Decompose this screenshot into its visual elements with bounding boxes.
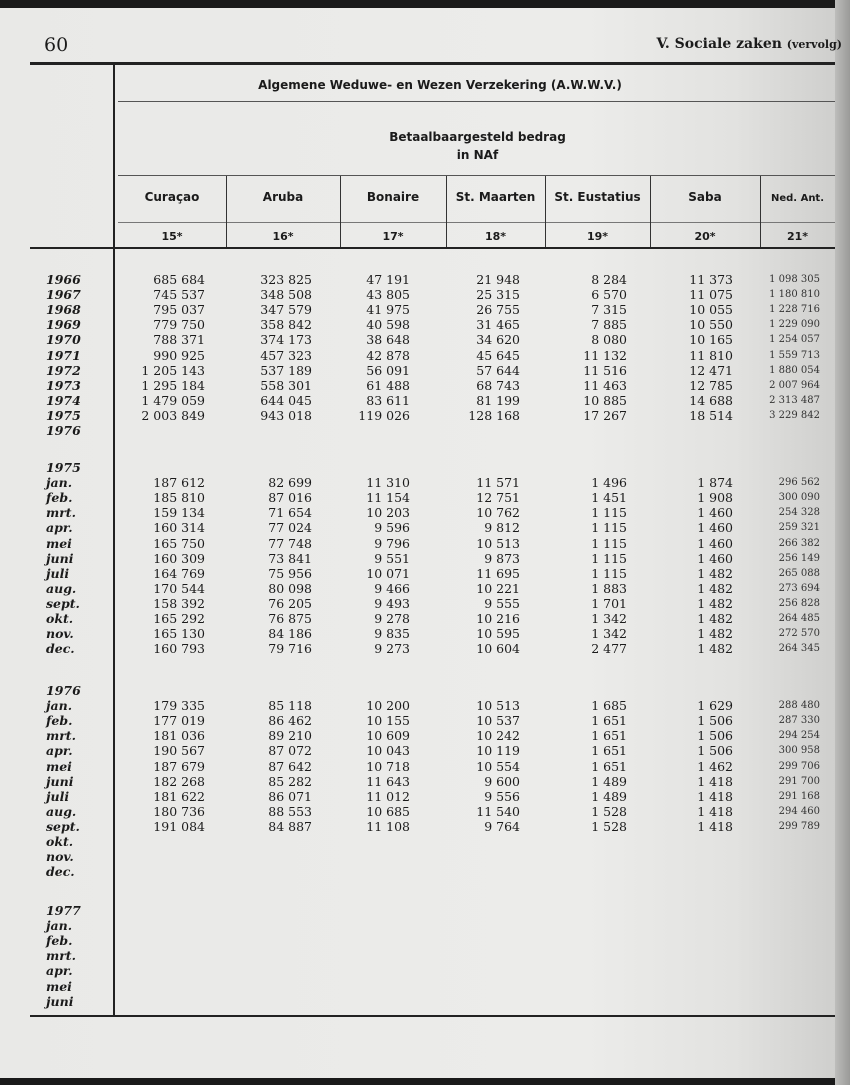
row-label: feb. — [46, 490, 73, 506]
column-divider — [760, 176, 761, 247]
table-cell: 11 108 — [366, 818, 410, 834]
table-cell: 264 345 — [778, 643, 820, 655]
table-cell: 2 313 487 — [769, 394, 820, 406]
table-cell: 1 482 — [697, 580, 733, 596]
row-label: dec. — [46, 641, 75, 657]
table-cell: 11 571 — [476, 475, 520, 491]
table-cell: 10 537 — [476, 713, 520, 729]
table-cell: 11 012 — [366, 788, 410, 804]
book-gutter — [835, 0, 850, 1085]
row-label: 1971 — [46, 347, 81, 363]
subtitle-line-2: in NAf — [456, 148, 499, 162]
table-cell: 374 173 — [260, 332, 312, 348]
table-cell: 31 465 — [476, 317, 520, 333]
table-cell: 177 019 — [153, 713, 205, 729]
row-label: 1970 — [46, 332, 81, 348]
column-header-1: Aruba — [262, 190, 304, 204]
table-cell: 1 482 — [697, 641, 733, 657]
table-cell: 1 908 — [697, 490, 733, 506]
table-cell: 10 216 — [476, 611, 520, 626]
table-cell: 159 134 — [153, 505, 205, 521]
table-cell: 1 651 — [591, 713, 627, 729]
table-cell: 9 278 — [374, 611, 410, 626]
table-cell: 1 228 716 — [769, 304, 820, 316]
table-cell: 88 553 — [268, 803, 312, 819]
table-cell: 11 310 — [366, 475, 410, 491]
table-cell: 38 648 — [366, 332, 410, 348]
table-cell: 9 600 — [484, 773, 520, 789]
table-cell: 10 885 — [583, 392, 627, 408]
table-cell: 9 835 — [374, 626, 410, 642]
column-header-2: Bonaire — [366, 190, 420, 204]
table-cell: 1 342 — [591, 626, 627, 642]
table-cell: 12 785 — [689, 377, 733, 393]
row-label: 1969 — [46, 317, 81, 333]
table-cell: 57 644 — [476, 362, 520, 378]
table-cell: 537 189 — [260, 362, 312, 378]
column-divider — [545, 176, 546, 247]
running-header-suffix: (vervolg) — [786, 38, 842, 51]
table-cell: 1 451 — [591, 490, 627, 506]
row-label: mei — [46, 758, 72, 774]
column-number-4: 19* — [586, 230, 609, 243]
table-cell: 47 191 — [366, 272, 410, 287]
row-label: mrt. — [46, 948, 76, 964]
table-cell: 1 115 — [591, 520, 627, 536]
row-label: 1974 — [46, 392, 81, 408]
table-cell: 1 528 — [591, 803, 627, 819]
table-cell: 788 371 — [153, 332, 205, 348]
table-cell: 1 115 — [591, 550, 627, 566]
table-cell: 180 736 — [153, 803, 205, 819]
table-cell: 1 115 — [591, 535, 627, 551]
table-cell: 1 482 — [697, 595, 733, 611]
table-cell: 160 314 — [153, 520, 205, 536]
table-cell: 128 168 — [468, 407, 520, 423]
row-label: 1967 — [46, 287, 81, 303]
row-label: okt. — [46, 611, 74, 626]
table-cell: 87 642 — [268, 758, 312, 774]
row-label: mei — [46, 978, 72, 994]
row-label: nov. — [46, 626, 74, 642]
table-cell: 264 485 — [778, 613, 820, 624]
table-cell: 8 284 — [591, 272, 627, 287]
row-label: 1966 — [46, 272, 81, 287]
row-label: juni — [46, 773, 74, 789]
column-header-4: St. Eustatius — [554, 190, 641, 204]
table-cell: 323 825 — [260, 272, 312, 287]
table-cell: 1 462 — [697, 758, 733, 774]
table-cell: 291 700 — [778, 775, 820, 787]
table-cell: 1 479 059 — [141, 392, 205, 408]
table-cell: 10 513 — [476, 698, 520, 714]
table-cell: 558 301 — [260, 377, 312, 393]
table-cell: 10 055 — [689, 302, 733, 318]
top-rule — [30, 62, 835, 65]
table-cell: 7 885 — [591, 317, 627, 333]
table-cell: 2 007 964 — [769, 379, 820, 391]
table-cell: 287 330 — [778, 715, 820, 727]
table-cell: 1 460 — [697, 505, 733, 521]
table-cell: 10 155 — [366, 713, 410, 729]
table-cell: 1 115 — [591, 565, 627, 581]
table-cell: 10 762 — [476, 505, 520, 521]
table-cell: 1 098 305 — [769, 274, 820, 285]
table-cell: 45 645 — [476, 347, 520, 363]
row-label: 1975 — [46, 407, 81, 423]
table-cell: 299 706 — [778, 760, 820, 772]
table-cell: 795 037 — [153, 302, 205, 318]
table-cell: 9 551 — [374, 550, 410, 566]
column-number-6: 21* — [786, 230, 809, 243]
table-cell: 160 793 — [153, 641, 205, 657]
header-bottom-rule — [30, 247, 835, 249]
table-cell: 259 321 — [778, 522, 820, 534]
table-cell: 9 764 — [484, 818, 520, 834]
table-cell: 81 199 — [476, 392, 520, 408]
table-cell: 182 268 — [153, 773, 205, 789]
table-cell: 1 229 090 — [769, 319, 820, 331]
column-number-3: 18* — [484, 230, 507, 243]
table-cell: 40 598 — [366, 317, 410, 333]
table-cell: 358 842 — [260, 317, 312, 333]
table-cell: 10 165 — [689, 332, 733, 348]
table-cell: 87 016 — [268, 490, 312, 506]
table-cell: 294 254 — [778, 730, 820, 742]
table-cell: 348 508 — [260, 287, 312, 303]
table-cell: 85 118 — [268, 698, 312, 714]
column-divider — [650, 176, 651, 247]
table-cell: 11 154 — [366, 490, 410, 506]
row-label: 1968 — [46, 302, 81, 318]
table-cell: 273 694 — [778, 582, 820, 594]
table-cell: 9 273 — [374, 641, 410, 657]
row-label: juni — [46, 993, 74, 1009]
table-cell: 10 200 — [366, 698, 410, 714]
table-cell: 256 149 — [778, 552, 820, 564]
table-subtitle — [120, 128, 835, 164]
row-label: dec. — [46, 864, 75, 880]
table-cell: 187 612 — [153, 475, 205, 491]
table-cell: 10 071 — [366, 565, 410, 581]
table-cell: 1 559 713 — [769, 349, 820, 361]
table-cell: 11 810 — [689, 347, 733, 363]
table-cell: 76 205 — [268, 595, 312, 611]
table-cell: 84 887 — [268, 818, 312, 834]
table-cell: 10 609 — [366, 728, 410, 744]
table-cell: 79 716 — [268, 641, 312, 657]
table-cell: 84 186 — [268, 626, 312, 642]
table-cell: 1 205 143 — [141, 362, 205, 378]
table-cell: 165 130 — [153, 626, 205, 642]
table-cell: 943 018 — [260, 407, 312, 423]
table-cell: 2 003 849 — [141, 407, 205, 423]
table-cell: 294 460 — [778, 805, 820, 817]
table-cell: 12 751 — [476, 490, 520, 506]
table-cell: 296 562 — [778, 477, 820, 489]
row-label: jan. — [46, 698, 73, 714]
row-label: juli — [46, 565, 70, 581]
table-cell: 10 513 — [476, 535, 520, 551]
table-cell: 86 462 — [268, 713, 312, 729]
table-cell: 291 168 — [778, 790, 820, 802]
table-cell: 179 335 — [153, 698, 205, 714]
table-cell: 165 750 — [153, 535, 205, 551]
table-cell: 1 295 184 — [141, 377, 205, 393]
row-label: aug. — [46, 803, 77, 819]
table-cell: 685 684 — [153, 272, 205, 287]
table-cell: 1 651 — [591, 758, 627, 774]
table-cell: 644 045 — [260, 392, 312, 408]
table-cell: 34 620 — [476, 332, 520, 348]
table-cell: 457 323 — [260, 347, 312, 363]
table-cell: 83 611 — [366, 392, 410, 408]
table-cell: 77 024 — [268, 520, 312, 536]
column-number-5: 20* — [694, 230, 716, 243]
table-cell: 9 555 — [484, 595, 520, 611]
table-cell: 11 463 — [583, 377, 627, 393]
row-label: sept. — [46, 818, 80, 834]
table-cell: 1 115 — [591, 505, 627, 521]
running-header — [656, 36, 842, 52]
table-cell: 87 072 — [268, 743, 312, 759]
table-cell: 10 043 — [366, 743, 410, 759]
row-label: sept. — [46, 595, 80, 611]
table-cell: 42 878 — [366, 347, 410, 363]
table-cell: 1 506 — [697, 728, 733, 744]
column-header-5: Saba — [688, 190, 722, 204]
table-cell: 1 883 — [591, 580, 627, 596]
row-label: juli — [46, 788, 70, 804]
table-cell: 1 482 — [697, 626, 733, 642]
table-cell: 9 596 — [374, 520, 410, 536]
row-label: feb. — [46, 933, 73, 949]
table-cell: 10 718 — [366, 758, 410, 774]
table-cell: 73 841 — [268, 550, 312, 566]
table-cell: 18 514 — [689, 407, 733, 423]
table-cell: 68 743 — [476, 377, 520, 393]
column-header-0: Curaçao — [144, 190, 200, 204]
section-heading: 1976 — [46, 683, 81, 698]
table-cell: 9 796 — [374, 535, 410, 551]
table-cell: 1 418 — [697, 788, 733, 804]
table-cell: 1 880 054 — [769, 364, 820, 376]
column-divider — [446, 176, 447, 247]
column-number-2: 17* — [382, 230, 404, 243]
column-header-3: St. Maarten — [455, 190, 536, 204]
table-cell: 3 229 842 — [769, 409, 820, 421]
row-label: jan. — [46, 918, 73, 934]
table-cell: 160 309 — [153, 550, 205, 566]
table-cell: 170 544 — [153, 580, 205, 596]
table-cell: 181 036 — [153, 728, 205, 744]
column-divider — [226, 176, 227, 247]
table-cell: 1 460 — [697, 520, 733, 536]
table-cell: 266 382 — [778, 537, 820, 549]
table-cell: 1 685 — [591, 698, 627, 714]
table-cell: 158 392 — [153, 595, 205, 611]
table-cell: 7 315 — [591, 302, 627, 318]
table-title: Algemene Weduwe- en Wezen Verzekering (A.W.W.V.) — [258, 78, 622, 92]
table-cell: 10 221 — [476, 580, 520, 596]
row-label: mei — [46, 535, 72, 551]
table-cell: 1 701 — [591, 595, 627, 611]
table-cell: 25 315 — [476, 287, 520, 303]
table-cell: 347 579 — [260, 302, 312, 318]
table-cell: 11 643 — [366, 773, 410, 789]
row-label: 1976 — [46, 423, 81, 438]
table-cell: 10 604 — [476, 641, 520, 657]
table-cell: 11 075 — [689, 287, 733, 303]
running-header-main: V. Sociale zaken — [656, 36, 782, 52]
row-label: apr. — [46, 963, 73, 979]
table-cell: 56 091 — [366, 362, 410, 378]
table-cell: 119 026 — [358, 407, 410, 423]
table-cell: 41 975 — [366, 302, 410, 318]
table-cell: 77 748 — [268, 535, 312, 551]
table-cell: 86 071 — [268, 788, 312, 804]
table-cell: 10 242 — [476, 728, 520, 744]
row-label: aug. — [46, 580, 77, 596]
table-cell: 61 488 — [366, 377, 410, 393]
table-cell: 300 958 — [778, 745, 820, 757]
section-heading: 1975 — [46, 460, 81, 475]
table-cell: 43 805 — [366, 287, 410, 303]
table-cell: 10 203 — [366, 505, 410, 521]
row-label: 1973 — [46, 377, 81, 393]
table-cell: 82 699 — [268, 475, 312, 491]
table-cell: 1 496 — [591, 475, 627, 491]
table-cell: 12 471 — [689, 362, 733, 378]
table-cell: 89 210 — [268, 728, 312, 744]
table-cell: 164 769 — [153, 565, 205, 581]
table-cell: 265 088 — [778, 567, 820, 579]
row-label: okt. — [46, 834, 74, 849]
table-cell: 9 466 — [374, 580, 410, 596]
row-label: jan. — [46, 475, 73, 491]
column-header-6: Ned. Ant. — [770, 193, 825, 204]
table-cell: 1 418 — [697, 803, 733, 819]
table-cell: 1 528 — [591, 818, 627, 834]
table-cell: 1 506 — [697, 713, 733, 729]
table-cell: 10 685 — [366, 803, 410, 819]
table-cell: 80 098 — [268, 580, 312, 596]
row-label: 1972 — [46, 362, 81, 378]
table-cell: 1 482 — [697, 565, 733, 581]
table-cell: 9 556 — [484, 788, 520, 804]
table-cell: 2 477 — [591, 641, 627, 657]
table-cell: 1 489 — [591, 788, 627, 804]
row-label: apr. — [46, 520, 73, 536]
table-cell: 10 119 — [476, 743, 520, 759]
table-cell: 11 373 — [689, 272, 733, 287]
table-cell: 256 828 — [778, 597, 820, 609]
table-cell: 1 180 810 — [769, 289, 820, 301]
table-cell: 254 328 — [778, 507, 820, 519]
table-cell: 11 695 — [476, 565, 520, 581]
subtitle-line-1: Betaalbaargesteld bedrag — [389, 130, 566, 144]
table-cell: 191 084 — [153, 818, 205, 834]
table-cell: 300 090 — [778, 492, 820, 504]
table-cell: 75 956 — [268, 565, 312, 581]
table-cell: 26 755 — [476, 302, 520, 318]
table-cell: 1 651 — [591, 743, 627, 759]
table-cell: 1 418 — [697, 773, 733, 789]
column-number-0: 15* — [161, 230, 183, 243]
table-cell: 165 292 — [153, 611, 205, 626]
table-cell: 71 654 — [268, 505, 312, 521]
table-cell: 1 254 057 — [769, 334, 820, 346]
table-cell: 9 493 — [374, 595, 410, 611]
table-cell: 11 132 — [583, 347, 627, 363]
table-cell: 10 595 — [476, 626, 520, 642]
table-cell: 1 489 — [591, 773, 627, 789]
row-label: mrt. — [46, 505, 76, 521]
row-label: nov. — [46, 849, 74, 865]
column-divider — [340, 176, 341, 247]
table-cell: 10 554 — [476, 758, 520, 774]
table-cell: 272 570 — [778, 628, 820, 640]
table-cell: 187 679 — [153, 758, 205, 774]
table-cell: 1 460 — [697, 550, 733, 566]
bottom-rule — [30, 1015, 835, 1017]
page-number: 60 — [44, 34, 69, 56]
table-cell: 85 282 — [268, 773, 312, 789]
row-label: feb. — [46, 713, 73, 729]
table-cell: 14 688 — [689, 392, 733, 408]
row-label: mrt. — [46, 728, 76, 744]
table-cell: 6 570 — [591, 287, 627, 303]
section-heading: 1977 — [46, 903, 81, 918]
table-cell: 17 267 — [583, 407, 627, 423]
table-cell: 1 506 — [697, 743, 733, 759]
table-cell: 190 567 — [153, 743, 205, 759]
table-cell: 1 651 — [591, 728, 627, 744]
table-cell: 1 482 — [697, 611, 733, 626]
stub-divider — [113, 65, 115, 1017]
row-label: apr. — [46, 743, 73, 759]
table-cell: 76 875 — [268, 611, 312, 626]
title-rule — [118, 101, 835, 102]
table-cell: 185 810 — [153, 490, 205, 506]
table-cell: 10 550 — [689, 317, 733, 333]
table-cell: 9 873 — [484, 550, 520, 566]
table-cell: 8 080 — [591, 332, 627, 348]
table-cell: 1 342 — [591, 611, 627, 626]
row-label: juni — [46, 550, 74, 566]
table-cell: 288 480 — [778, 700, 820, 712]
table-cell: 779 750 — [153, 317, 205, 333]
table-cell: 1 629 — [697, 698, 733, 714]
table-cell: 9 812 — [484, 520, 520, 536]
table-cell: 990 925 — [153, 347, 205, 363]
table-cell: 1 874 — [697, 475, 733, 491]
table-cell: 181 622 — [153, 788, 205, 804]
table-cell: 1 460 — [697, 535, 733, 551]
table-cell: 11 540 — [476, 803, 520, 819]
table-cell: 11 516 — [583, 362, 627, 378]
table-cell: 21 948 — [476, 272, 520, 287]
table-cell: 299 789 — [778, 820, 820, 832]
table-cell: 745 537 — [153, 287, 205, 303]
column-number-1: 16* — [272, 230, 294, 243]
table-cell: 1 418 — [697, 818, 733, 834]
